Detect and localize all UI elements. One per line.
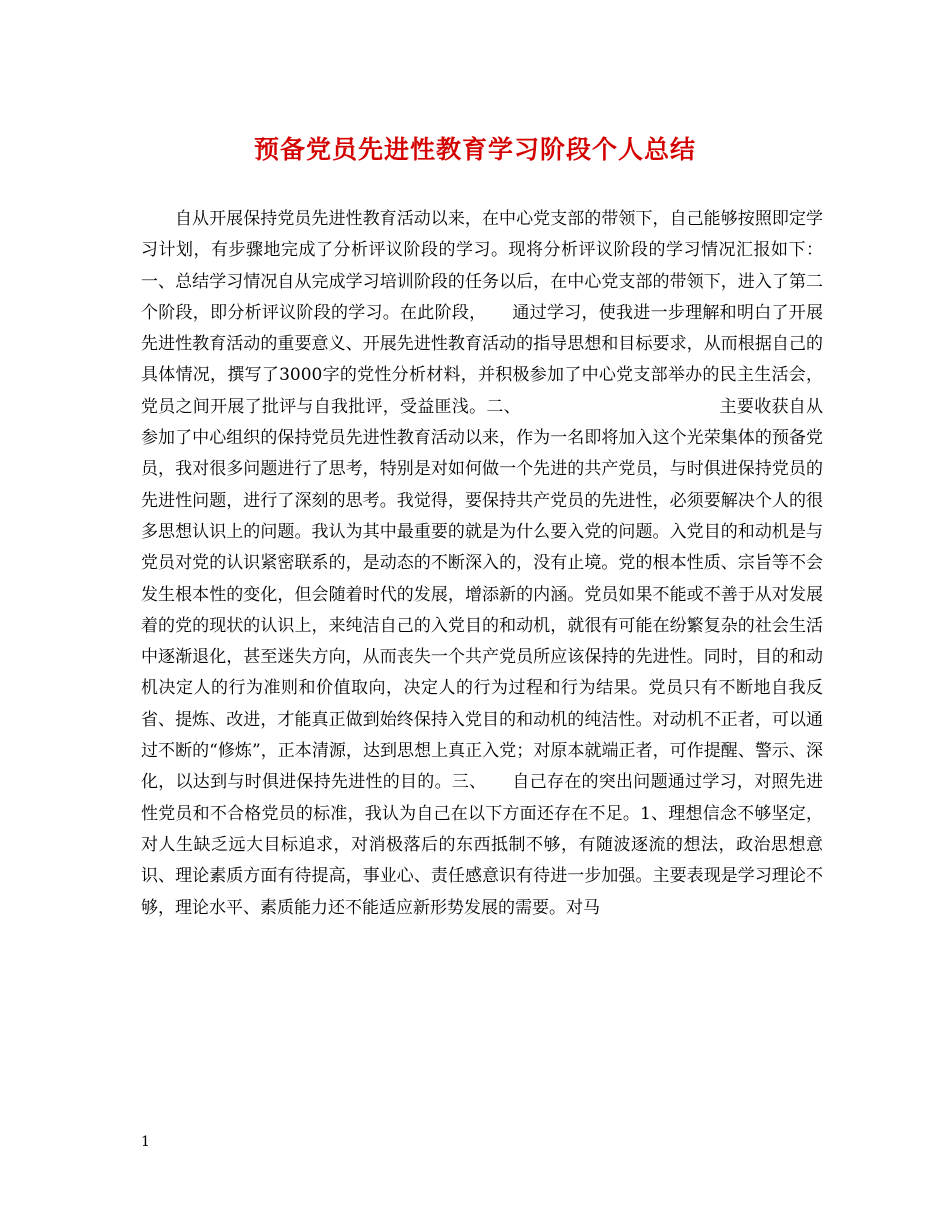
page-number: 1 — [141, 1134, 150, 1150]
document-body-paragraph: 自从开展保持党员先进性教育活动以来，在中心党支部的带领下，自己能够按照即定学习计划，有步骤地完成了分析评议阶段的学习。现将分析评议阶段的学习情况汇报如下：一、总结学习情况自从完成学习培训阶段的任务以后，在中心党支部的带领下，进入了第二个阶段，即分析评议阶段的学习。在此阶段， 通过学习，使我进一步理解和明白了开展先进性教育活动的重要意义、开展先进性教育活动的指导思想和目标要求，从而根据自己的具体情况，撰写了3000字的党性分析材料，并积极参加了中心党支部举办的民主生活会，党员之间开展了批评与自我批评，受益匪浅。二、 主要收获自从参加了中心组织的保持党员先进性教育活动以来，作为一名即将加入这个光荣集体的预备党员，我对很多问题进行了思考，特别是对如何做一个先进的共产党员，与时俱进保持党员的先进性问题，进行了深刻的思考。我觉得，要保持共产党员的先进性，必须要解决个人的很多思想认识上的问题。我认为其中最重要的就是为什么要入党的问题。入党目的和动机是与党员对党的认识紧密联系的，是动态的不断深入的，没有止境。党的根本性质、宗旨等不会发生根本性的变化，但会随着时代的发展，增添新的内涵。党员如果不能或不善于从对发展着的党的现状的认识上，来纯洁自己的入党目的和动机，就很有可能在纷繁复杂的社会生活中逐渐退化，甚至迷失方向，从而丧失一个共产党员所应该保持的先进性。同时，目的和动机决定人的行为准则和价值取向，决定人的行为过程和行为结果。党员只有不断地自我反省、提炼、改进，才能真正做到始终保持入党目的和动机的纯洁性。对动机不正者，可以通过不断的“修炼”，正本清源，达到思想上真正入党；对原本就端正者，可作提醒、警示、深化，以达到与时俱进保持先进性的目的。三、 自己存在的突出问题通过学习，对照先进性党员和不合格党员的标准，我认为自己在以下方面还存在不足。1、理想信念不够坚定，对人生缺乏远大目标追求，对消极落后的东西抵制不够，有随波逐流的想法，政治思想意识、理论素质方面有待提高，事业心、责任感意识有待进一步加强。主要表现是学习理论不够，理论水平、素质能力还不能适应新形势发展的需要。对马 — [141, 209, 823, 918]
document-title: 预备党员先进性教育学习阶段个人总结 — [253, 135, 696, 164]
